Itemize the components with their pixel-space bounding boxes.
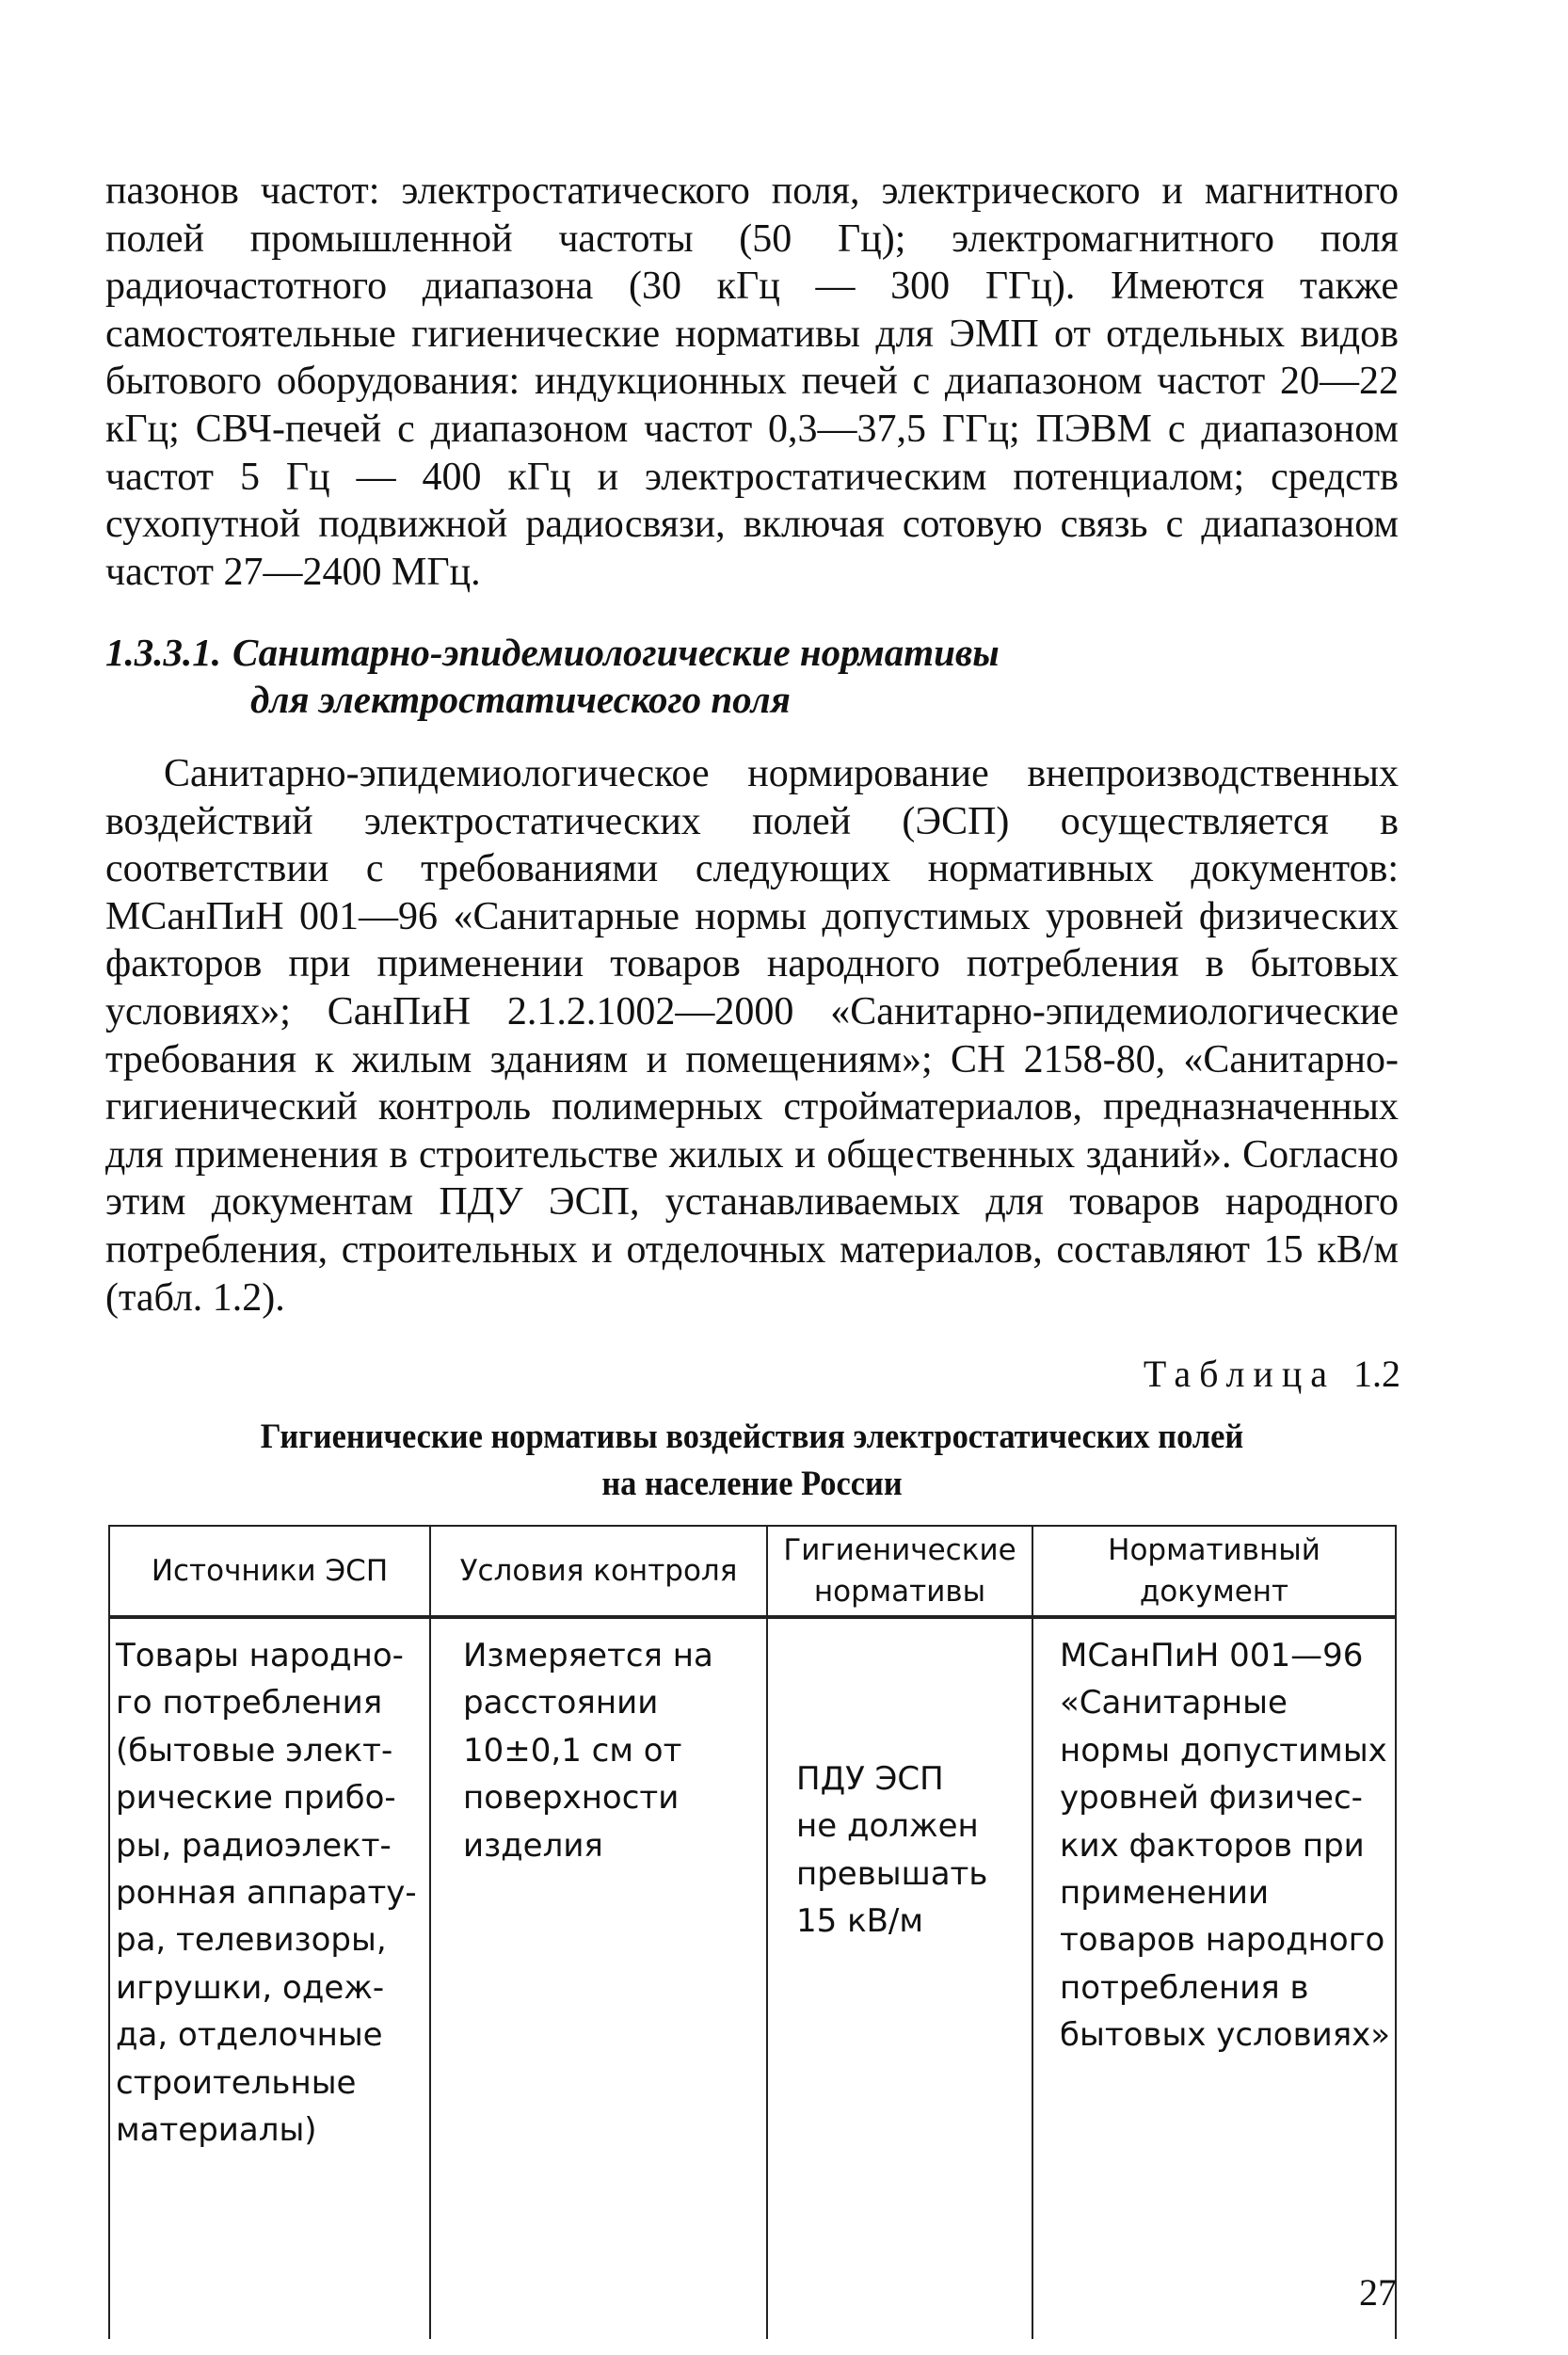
cell-line: рические прибо- xyxy=(116,1779,396,1818)
cell-line: расстоянии xyxy=(463,1684,659,1722)
section-heading xyxy=(105,629,1399,723)
header-sources: Источники ЭСП xyxy=(109,1526,430,1617)
cell-line: (бытовые элект- xyxy=(116,1731,393,1770)
cell-line: 15 кВ/м xyxy=(796,1902,924,1941)
cell-line: 10±0,1 см от xyxy=(463,1731,682,1770)
table-caption xyxy=(151,1414,1353,1508)
table-header-row xyxy=(109,1526,1396,1617)
cell-line: Товары народно- xyxy=(116,1637,404,1674)
cell-line: ких факторов при xyxy=(1060,1826,1365,1865)
cell-line: строительные xyxy=(116,2063,357,2102)
body-paragraph-2: Санитарно-эпидемиологическое нормирование внепроизводственных воздействий электростатических полей (ЭСП) осуществляется в соответствии с требованиями следующих нормативных документов: МСанПиН 001—96 «Санитарные нормы допустимых уровней физических факторов при применении товаров народного потребления в бытовых условиях»; СанПиН 2.1.2.1002—2000 «Санитарно-эпидемиологические требования к жилым зданиям и помещениям»; СН 2158-80, «Санитарно-гигиенический контроль полимерных стройматериалов, предназначенных для применения в строительстве жилых и общественных зданий». Согласно этим документам ПДУ ЭСП, устанавливаемых для товаров народного потребления, строительных и отделочных материалов, составляют 15 кВ/м (табл. 1.2). xyxy=(105,752,1399,1320)
cell-line: бытовых условиях» xyxy=(1060,2016,1391,2055)
cell-line: ры, радиоэлект- xyxy=(116,1826,392,1865)
header-conditions: Условия контроля xyxy=(430,1526,767,1617)
cell-line: превышать xyxy=(796,1854,988,1893)
cell-line: товаров народного xyxy=(1060,1921,1385,1960)
section-number: 1.3.3.1. xyxy=(105,631,221,674)
table-caption-line-2: на население России xyxy=(601,1465,903,1503)
cell-line: потребления в xyxy=(1060,1968,1309,2007)
cell-line: ронная аппарату- xyxy=(116,1874,417,1913)
cell-line: ра, телевизоры, xyxy=(116,1921,387,1960)
cell-line: МСанПиН 001—96 xyxy=(1060,1637,1364,1674)
table-caption-line-1: Гигиенические нормативы воздействия электростатических полей xyxy=(260,1418,1244,1456)
cell-document xyxy=(1032,1617,1396,2339)
cell-line: ПДУ ЭСП xyxy=(796,1760,944,1798)
cell-line: нормы допустимых xyxy=(1060,1731,1387,1770)
cell-sources xyxy=(109,1617,430,2339)
cell-line: «Санитарные xyxy=(1060,1684,1288,1722)
cell-line: изделия xyxy=(463,1826,603,1865)
cell-conditions xyxy=(430,1617,767,2339)
table-label-number: 1.2 xyxy=(1353,1353,1400,1395)
header-norms: Гигиенические нормативы xyxy=(767,1526,1032,1617)
cell-line: да, отделочные xyxy=(116,2016,383,2055)
table-label xyxy=(1144,1352,1400,1397)
table-row xyxy=(109,1617,1396,2339)
page-number: 27 xyxy=(1359,2271,1397,2314)
cell-line: применении xyxy=(1060,1874,1270,1913)
norms-table xyxy=(108,1525,1397,2339)
cell-norms xyxy=(767,1617,1032,2339)
cell-line: уровней физичес- xyxy=(1060,1779,1363,1818)
cell-line: го потребления xyxy=(116,1684,383,1722)
table-label-word: Таблица xyxy=(1143,1353,1336,1395)
cell-line: не должен xyxy=(796,1807,979,1846)
section-title-line-2: для электростатического поля xyxy=(250,678,791,721)
cell-line: поверхности xyxy=(463,1779,680,1818)
section-title-line-1: Санитарно-эпидемиологические нормативы xyxy=(232,631,1000,674)
cell-line: игрушки, одеж- xyxy=(116,1968,385,2007)
header-document: Нормативный документ xyxy=(1032,1526,1396,1617)
cell-line: материалы) xyxy=(116,2111,317,2150)
cell-line: Измеряется на xyxy=(463,1637,713,1674)
body-paragraph-1: пазонов частот: электростатического поля, электрического и магнитного полей промышленной частоты (50 Гц); электромагнитного поля радиочастотного диапазона (30 кГц — 300 ГГц). Имеются также самостоятельные гигиенические нормативы для ЭМП от отдельных видов бытового оборудования: индукционных печей с диапазоном частот 20—22 кГц; СВЧ-печей с диапазоном частот 0,3—37,5 ГГц; ПЭВМ с диапазоном частот 5 Гц — 400 кГц и электростатическим потенциалом; средств сухопутной подвижной радиосвязи, включая сотовую связь с диапазоном частот 27—2400 МГц. xyxy=(105,169,1399,594)
